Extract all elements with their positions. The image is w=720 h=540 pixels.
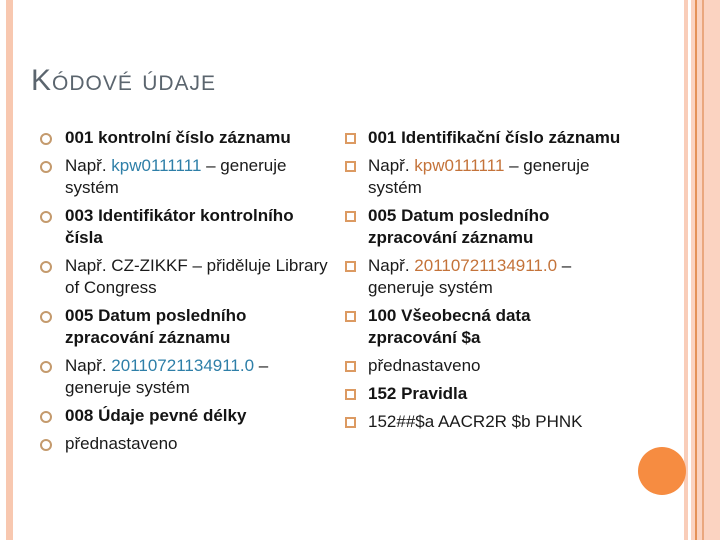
item-text xyxy=(368,127,622,149)
list-item xyxy=(40,255,330,299)
list-item xyxy=(345,355,622,377)
square-bullet-icon xyxy=(345,417,356,428)
item-text xyxy=(65,355,330,399)
list-item xyxy=(40,127,330,149)
text-segment: 152##$a AACR2R $b PHNK xyxy=(368,412,583,431)
list-item xyxy=(40,433,330,455)
item-text xyxy=(368,411,622,433)
text-segment: – generuje systém xyxy=(368,156,590,197)
text-segment: 003 Identifikátor kontrolního čísla xyxy=(65,206,294,247)
slide-body xyxy=(40,127,690,527)
text-segment: přednastaveno xyxy=(368,356,481,375)
text-segment: – generuje systém xyxy=(368,256,572,297)
item-text xyxy=(65,255,330,299)
square-bullet-icon xyxy=(345,161,356,172)
circle-bullet-icon xyxy=(40,161,52,173)
circle-bullet-icon xyxy=(40,439,52,451)
text-segment: 100 Všeobecná data zpracování $a xyxy=(368,306,531,347)
text-segment: přednastaveno xyxy=(65,434,178,453)
list-item xyxy=(345,383,622,405)
item-text xyxy=(368,205,622,249)
right-edge-stripe xyxy=(704,0,720,540)
item-text xyxy=(65,205,330,249)
left-accent-bar xyxy=(6,0,13,540)
circle-bullet-icon xyxy=(40,211,52,223)
item-text xyxy=(368,383,622,405)
circle-bullet-icon xyxy=(40,133,52,145)
text-segment: 152 Pravidla xyxy=(368,384,468,403)
text-segment: 005 Datum posledního zpracování záznamu xyxy=(65,306,247,347)
item-text xyxy=(65,405,330,427)
square-bullet-icon xyxy=(345,211,356,222)
list-item xyxy=(345,255,622,299)
text-segment: 001 kontrolní číslo záznamu xyxy=(65,128,291,147)
list-item xyxy=(40,205,330,249)
value-text: kpw0111111 xyxy=(111,156,202,175)
right-bullet-list xyxy=(345,127,622,439)
list-item xyxy=(40,305,330,349)
item-text xyxy=(368,155,622,199)
item-text xyxy=(368,305,622,349)
text-segment: – generuje systém xyxy=(65,156,287,197)
item-text xyxy=(65,127,330,149)
text-segment: – generuje systém xyxy=(65,356,269,397)
text-segment: 005 Datum posledního zpracování záznamu xyxy=(368,206,550,247)
list-item xyxy=(40,155,330,199)
text-segment: Např. CZ-ZIKKF – přiděluje Library of Congress xyxy=(65,256,328,297)
square-bullet-icon xyxy=(345,389,356,400)
value-text: 20110721134911.0 xyxy=(414,256,558,275)
circle-bullet-icon xyxy=(40,311,52,323)
square-bullet-icon xyxy=(345,361,356,372)
text-segment: 008 Údaje pevné délky xyxy=(65,406,247,425)
list-item xyxy=(345,205,622,249)
item-text xyxy=(368,255,622,299)
list-item xyxy=(40,355,330,399)
list-item xyxy=(345,305,622,349)
text-segment: Např. xyxy=(368,256,415,275)
circle-bullet-icon xyxy=(40,411,52,423)
item-text xyxy=(65,433,330,455)
item-text xyxy=(368,355,622,377)
item-text xyxy=(65,155,330,199)
left-bullet-list xyxy=(40,127,330,461)
list-item xyxy=(40,405,330,427)
item-text xyxy=(65,305,330,349)
square-bullet-icon xyxy=(345,311,356,322)
list-item xyxy=(345,127,622,149)
text-segment: Např. xyxy=(65,356,112,375)
slide-title: Kódové údaje xyxy=(31,64,217,97)
text-segment: Např. xyxy=(65,156,112,175)
value-text: 20110721134911.0 xyxy=(111,356,255,375)
square-bullet-icon xyxy=(345,261,356,272)
square-bullet-icon xyxy=(345,133,356,144)
text-segment: 001 Identifikační číslo záznamu xyxy=(368,128,621,147)
value-text: kpw0111111 xyxy=(414,156,505,175)
circle-bullet-icon xyxy=(40,361,52,373)
list-item xyxy=(345,411,622,433)
text-segment: Např. xyxy=(368,156,415,175)
list-item xyxy=(345,155,622,199)
circle-bullet-icon xyxy=(40,261,52,273)
